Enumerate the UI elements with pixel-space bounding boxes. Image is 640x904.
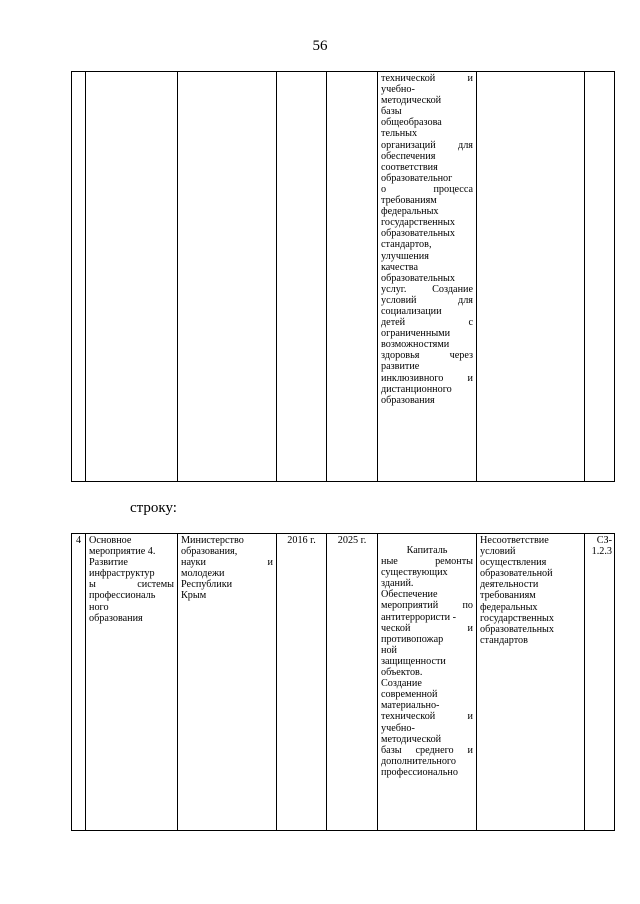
cell-start: 2016 г. [277, 534, 327, 831]
cell-end: 2025 г. [327, 534, 378, 831]
cell-executor: Министерство образования, науки и молодежи Республики Крым [178, 534, 277, 831]
cell-activity: технической и учебно- методической базы общеобразова тельных организаций для обеспечения соответствия образовательног о процесса требованиям федеральных государственных образовательных стандартов, улучшения качества образовательных услуг. Создание условий для социализации детей с ограниченными возможностями здоровья через развитие инклюзивного и дистанционного образования [378, 72, 477, 482]
cell-name: Основное мероприятие 4. Развитие инфраструктур ы системы профессиональ ного образования [86, 534, 178, 831]
cell-consequence [477, 72, 585, 482]
cell-activity: Капиталь ные ремонты существующих зданий. Обеспечение мероприятий по антитеррористи - ческой и противопожар ной защищенности объектов. Создание современной материально- технической и учебно- методической базы среднего и дополнительного профессионально [378, 534, 477, 831]
cell-start [277, 72, 327, 482]
transition-text: строку: [130, 500, 177, 516]
cell-name [86, 72, 178, 482]
cell-end [327, 72, 378, 482]
table-row [72, 534, 615, 831]
continuation-table [71, 71, 615, 482]
cell-num [72, 72, 86, 482]
cell-code: СЗ- 1.2.3 [585, 534, 615, 831]
cell-code [585, 72, 615, 482]
cell-consequence: Несоответствие условий осуществления образовательной деятельности требованиям федеральных государственных образовательных стандартов [477, 534, 585, 831]
cell-num: 4 [72, 534, 86, 831]
replacement-table [71, 533, 615, 831]
page-number: 56 [312, 38, 328, 54]
cell-executor [178, 72, 277, 482]
table-row [72, 72, 615, 482]
